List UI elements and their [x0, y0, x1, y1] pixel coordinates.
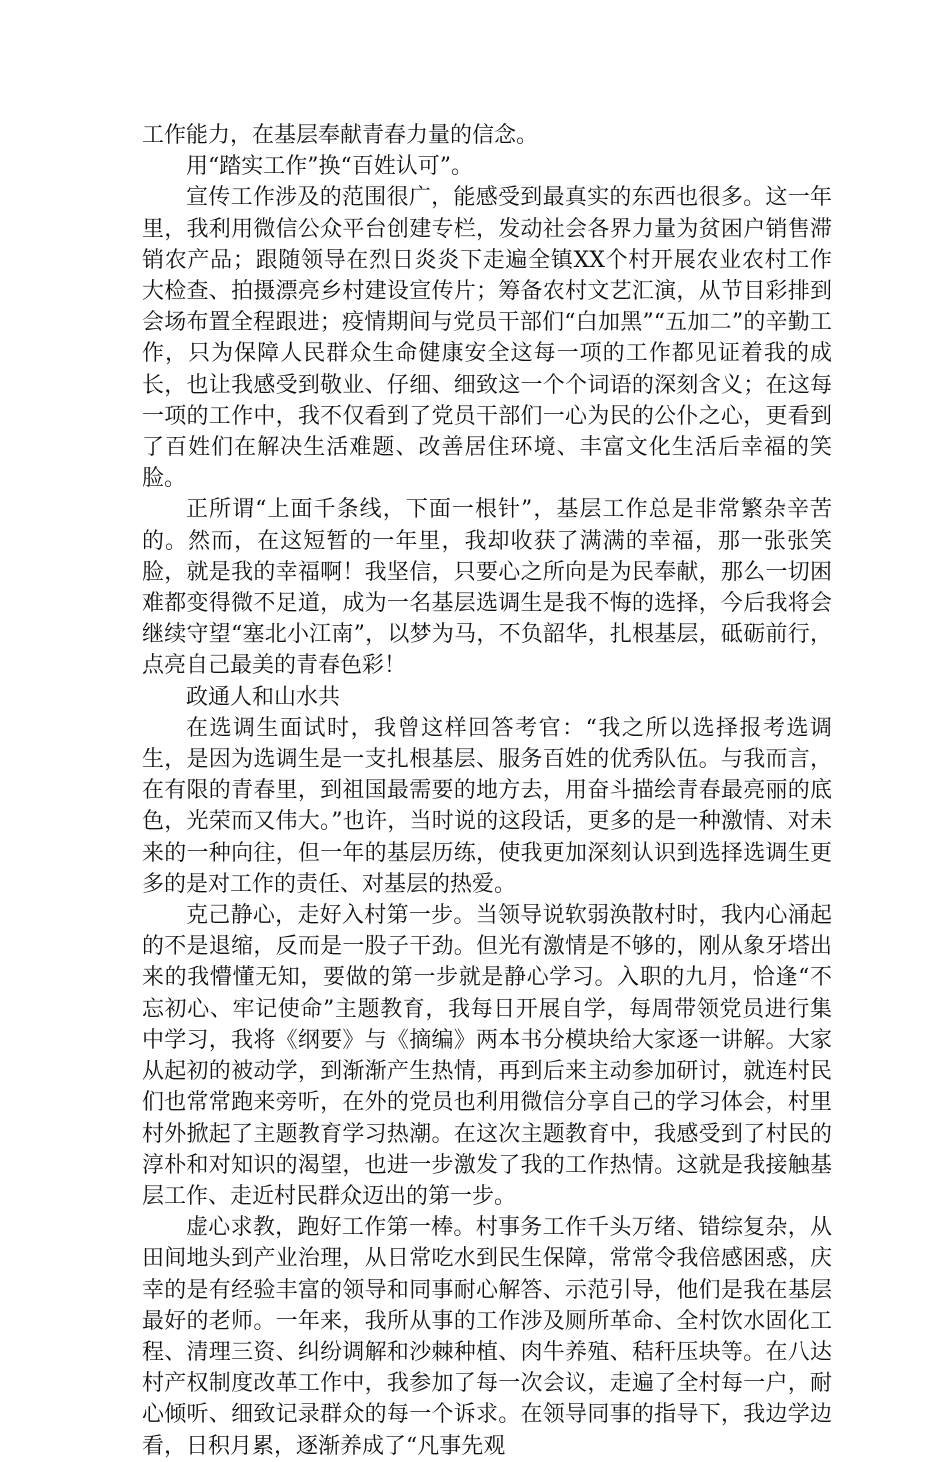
- paragraph: 克己静心，走好入村第一步。当领导说软弱涣散村时，我内心涌起的不是退缩，反而是一股子干劲。但光有激情是不够的，刚从象牙塔出来的我懵懂无知，要做的第一步就是静心学习。入职的九月，恰逢“不忘初心、牢记使命”主题教育，我每日开展自学，每周带领党员进行集中学习，我将《纲要》与《摘编》两本书分模块给大家逐一讲解。大家从起初的被动学，到渐渐产生热情，再到后来主动参加研讨，就连村民们也常常跑来旁听，在外的党员也利用微信分享自己的学习体会，村里村外掀起了主题教育学习热潮。在这次主题教育中，我感受到了村民的淳朴和对知识的渴望，也进一步激发了我的工作热情。这就是我接触基层工作、走近村民群众迈出的第一步。: [142, 903, 832, 1209]
- section-heading: 用“踏实工作”换“百姓认可”。: [186, 154, 473, 180]
- paragraph: 正所谓“上面千条线，下面一根针”，基层工作总是非常繁杂辛苦的。然而，在这短暂的一年里，我却收获了满满的幸福，那一张张笑脸，就是我的幸福啊！我坚信，只要心之所向是为民奉献，那么一切困难都变得微不足道，成为一名基层选调生是我不悔的选择，今后我将会继续守望“塞北小江南”，以梦为马，不负韶华，扎根基层，砥砺前行，点亮自己最美的青春色彩！: [142, 497, 832, 679]
- document-page: [142, 120, 832, 1462]
- section-heading: 政通人和山水共: [186, 684, 341, 710]
- paragraph: 在选调生面试时，我曾这样回答考官：“我之所以选择报考选调生，是因为选调生是一支扎根基层、服务百姓的优秀队伍。与我而言，在有限的青春里，到祖国最需要的地方去，用奋斗描绘青春最亮丽的底色，光荣而又伟大。”也许，当时说的这段话，更多的是一种激情、对未来的一种向往，但一年的基层历练，使我更加深刻认识到选择选调生更多的是对工作的责任、对基层的热爱。: [142, 715, 832, 897]
- paragraph: 虚心求教，跑好工作第一棒。村事务工作千头万绪、错综复杂，从田间地头到产业治理，从日常吃水到民生保障，常常令我倍感困惑，庆幸的是有经验丰富的领导和同事耐心解答、示范引导，他们是我在基层最好的老师。一年来，我所从事的工作涉及厕所革命、全村饮水固化工程、清理三资、纠纷调解和沙棘种植、肉牛养殖、秸秆压块等。在八达村产权制度改革工作中，我参加了每一次会议，走遍了全村每一户，耐心倾听、细致记录群众的每一个诉求。在领导同事的指导下，我边学边看，日积月累，逐渐养成了“凡事先观: [142, 1215, 832, 1459]
- paragraph-continuation: 工作能力，在基层奉献青春力量的信念。: [142, 123, 539, 148]
- paragraph: 宣传工作涉及的范围很广，能感受到最真实的东西也很多。这一年里，我利用微信公众平台创建专栏，发动社会各界力量为贫困户销售滞销农产品；跟随领导在烈日炎炎下走遍全镇XX个村开展农业农村工作大检查、拍摄漂亮乡村建设宣传片；筹备农村文艺汇演，从节目彩排到会场布置全程跟进；疫情期间与党员干部们“白加黑”“五加二”的辛勤工作，只为保障人民群众生命健康安全这每一项的工作都见证着我的成长，也让我感受到敬业、仔细、细致这一个个词语的深刻含义；在这每一项的工作中，我不仅看到了党员干部们一心为民的公仆之心，更看到了百姓们在解决生活难题、改善居住环境、丰富文化生活后幸福的笑脸。: [142, 185, 832, 492]
